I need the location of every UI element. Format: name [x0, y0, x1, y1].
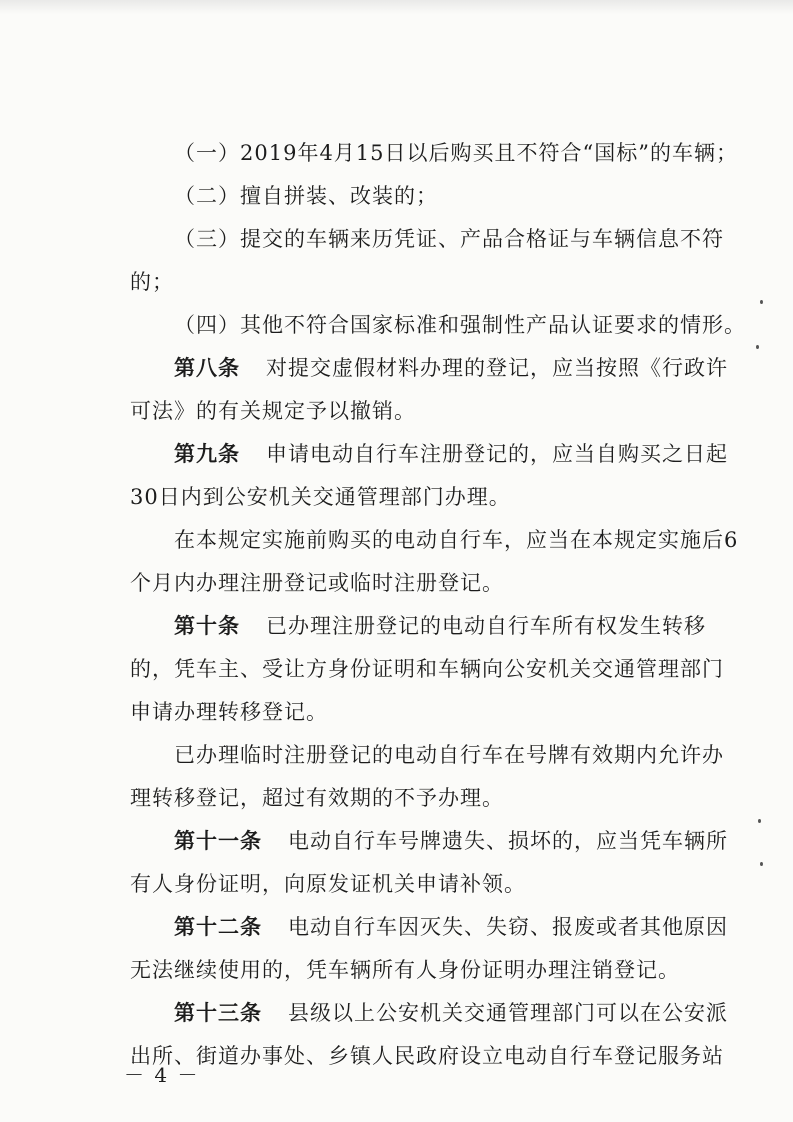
article-number: 第十一条 — [174, 829, 262, 853]
line-text: 县级以上公安机关交通管理部门可以在公安派 — [288, 1001, 728, 1025]
article-12-heading-line — [174, 913, 728, 941]
line-text: 出所、街道办事处、乡镇人民政府设立电动自行车登记服务站 — [130, 1044, 724, 1068]
scan-top-edge — [0, 0, 793, 14]
line-text: 申请办理转移登记。 — [130, 700, 328, 724]
line-text: 可法》的有关规定予以撤销。 — [130, 399, 416, 423]
line-text: （四）其他不符合国家标准和强制性产品认证要求的情形。 — [174, 313, 746, 337]
line-text: 对提交虚假材料办理的登记，应当按照《行政许 — [266, 356, 728, 380]
line-text: 30日内到公安机关交通管理部门办理。 — [130, 485, 511, 509]
line-text: 理转移登记，超过有效期的不予办理。 — [130, 786, 504, 810]
line-text: 在本规定实施前购买的电动自行车，应当在本规定实施后6 — [174, 528, 739, 552]
text-line — [174, 311, 746, 339]
text-line — [130, 870, 720, 898]
article-number: 第八条 — [174, 356, 240, 380]
line-text: 的，凭车主、受让方身份证明和车辆向公安机关交通管理部门 — [130, 657, 724, 681]
line-text: 有人身份证明，向原发证机关申请补领。 — [130, 872, 526, 896]
text-line — [130, 956, 720, 984]
text-line — [130, 698, 720, 726]
text-line — [174, 741, 724, 769]
article-10-heading-line — [174, 612, 720, 640]
scan-speck — [760, 862, 763, 866]
line-text: （一）2019年4月15日以后购买且不符合“国标”的车辆； — [174, 141, 738, 165]
line-text: 的； — [130, 270, 174, 294]
line-text: 电动自行车因灭失、失窃、报废或者其他原因 — [288, 915, 728, 939]
article-number: 第十条 — [174, 614, 240, 638]
scan-speck — [760, 300, 763, 304]
line-text: 电动自行车号牌遗失、损坏的，应当凭车辆所 — [288, 829, 728, 853]
article-9-heading-line — [174, 440, 728, 468]
page-number: － 4 － — [124, 1063, 200, 1087]
line-text: （二）擅自拼装、改装的； — [174, 184, 438, 208]
text-line — [130, 655, 724, 683]
line-text: （三）提交的车辆来历凭证、产品合格证与车辆信息不符 — [174, 227, 724, 251]
article-number: 第九条 — [174, 442, 240, 466]
text-line — [130, 569, 720, 597]
article-number: 第十三条 — [174, 1001, 262, 1025]
line-text: 申请电动自行车注册登记的，应当自购买之日起 — [266, 442, 728, 466]
line-text: 已办理临时注册登记的电动自行车在号牌有效期内允许办 — [174, 743, 724, 767]
text-line — [174, 182, 720, 210]
scan-speck — [756, 345, 759, 349]
text-line — [130, 483, 720, 511]
scan-speck — [758, 819, 761, 823]
article-11-heading-line — [174, 827, 728, 855]
line-text: 个月内办理注册登记或临时注册登记。 — [130, 571, 504, 595]
article-13-heading-line — [174, 999, 728, 1027]
line-text: 已办理注册登记的电动自行车所有权发生转移 — [266, 614, 706, 638]
text-line — [130, 268, 720, 296]
text-line — [174, 526, 739, 554]
text-line — [130, 397, 720, 425]
text-line — [174, 225, 724, 253]
article-number: 第十二条 — [174, 915, 262, 939]
text-line — [130, 784, 720, 812]
line-text: 无法继续使用的，凭车辆所有人身份证明办理注销登记。 — [130, 958, 680, 982]
article-8-heading-line — [174, 354, 728, 382]
text-line — [174, 139, 738, 167]
